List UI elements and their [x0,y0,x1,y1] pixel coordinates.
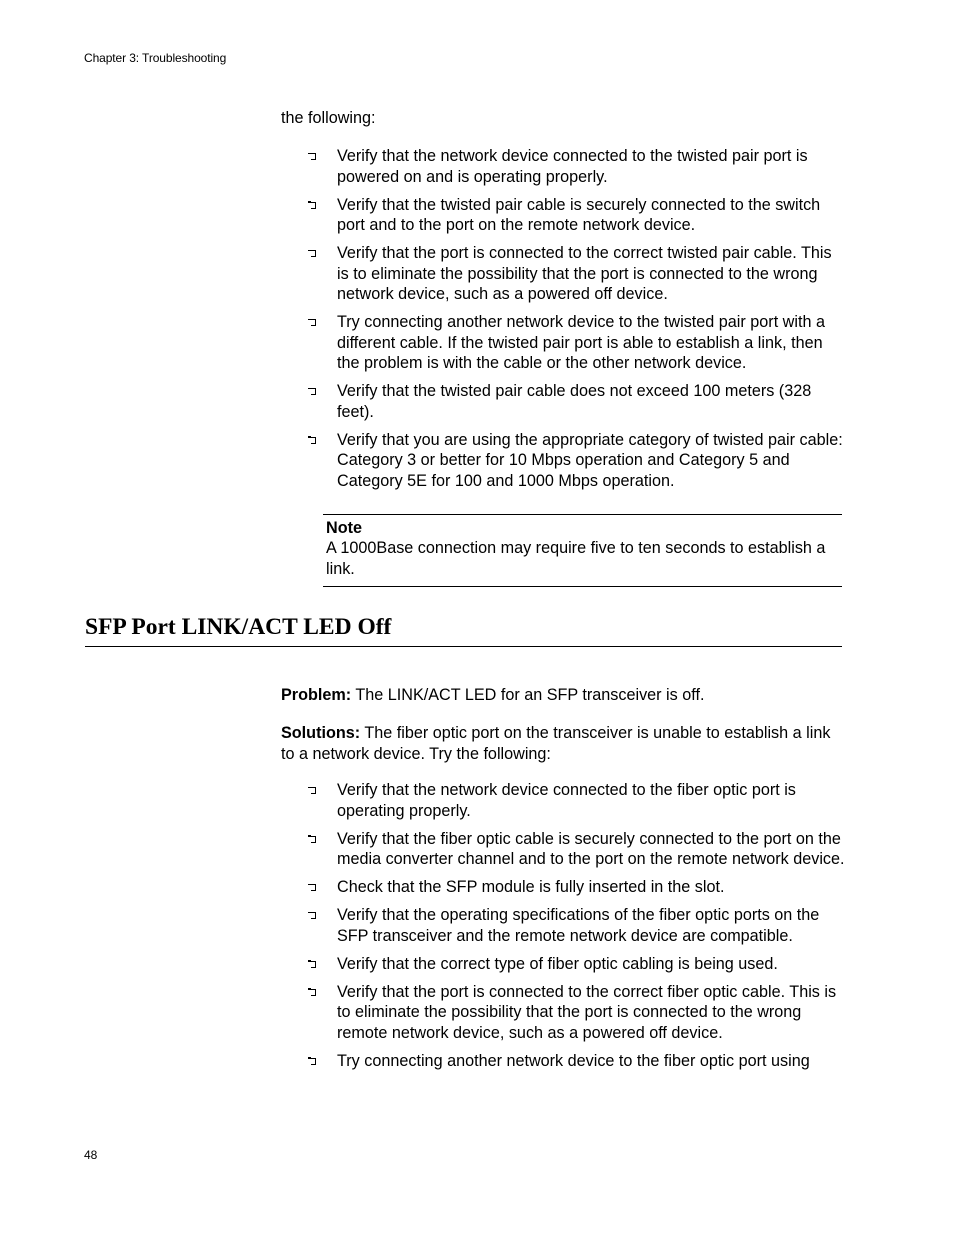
checkbox-bullet-icon [311,787,316,794]
checkbox-bullet-icon [311,961,316,968]
list-item: Verify that the port is connected to the correct fiber optic cable. This is to eliminate the possibility that the port is connected to the wrong remote network device, such as a powered off device. [307,982,847,1044]
checkbox-bullet-icon [311,836,316,843]
intro-text: the following: [281,109,376,127]
checkbox-bullet-icon [311,153,316,160]
list-item: Check that the SFP module is fully inserted in the slot. [307,877,847,898]
section-heading: SFP Port LINK/ACT LED Off [85,614,392,640]
list-item: Verify that the twisted pair cable is securely connected to the switch port and to the port on the remote network device. [307,195,847,236]
problem-text: The LINK/ACT LED for an SFP transceiver is off. [351,686,705,704]
checkbox-bullet-icon [311,437,316,444]
checkbox-bullet-icon [311,884,316,891]
list-item: Try connecting another network device to the twisted pair port with a different cable. If the twisted pair port is able to establish a link, then the problem is with the cable or the other network device. [307,312,847,374]
checkbox-bullet-icon [311,250,316,257]
list-item: Try connecting another network device to the fiber optic port using [307,1051,847,1072]
problem-label: Problem: [281,686,352,704]
list-item: Verify that the correct type of fiber optic cabling is being used. [307,954,847,975]
checkbox-bullet-icon [311,202,316,209]
checkbox-bullet-icon [311,912,316,919]
solutions-text: The fiber optic port on the transceiver is unable to establish a link to a network device. Try the following: [281,724,831,763]
list-item: Verify that you are using the appropriate category of twisted pair cable: Category 3 or better for 10 Mbps operation and Category 5 and Category 5E for 100 and 1000 Mbps operation. [307,430,847,492]
fiber-checklist [307,780,847,1079]
problem-paragraph [281,685,846,706]
section-divider [85,646,842,647]
solutions-label: Solutions: [281,724,361,742]
running-header: Chapter 3: Troubleshooting [84,51,227,65]
checkbox-bullet-icon [311,1058,316,1065]
list-item: Verify that the fiber optic cable is securely connected to the port on the media converter channel and to the port on the remote network device. [307,829,847,870]
note-title: Note [326,519,362,537]
list-item: Verify that the operating specifications of the fiber optic ports on the SFP transceiver and the remote network device are compatible. [307,905,847,946]
page-number: 48 [84,1148,98,1162]
note-body: A 1000Base connection may require five to ten seconds to establish a link. [326,539,826,578]
twisted-pair-checklist [307,146,847,499]
checkbox-bullet-icon [311,989,316,996]
solutions-paragraph [281,723,846,764]
list-item: Verify that the twisted pair cable does not exceed 100 meters (328 feet). [307,381,847,422]
checkbox-bullet-icon [311,319,316,326]
note-box [323,514,842,587]
checkbox-bullet-icon [311,388,316,395]
list-item: Verify that the network device connected to the twisted pair port is powered on and is operating properly. [307,146,847,187]
list-item: Verify that the port is connected to the correct twisted pair cable. This is to eliminate the possibility that the port is connected to the wrong network device, such as a powered off device. [307,243,847,305]
list-item: Verify that the network device connected to the fiber optic port is operating properly. [307,780,847,821]
